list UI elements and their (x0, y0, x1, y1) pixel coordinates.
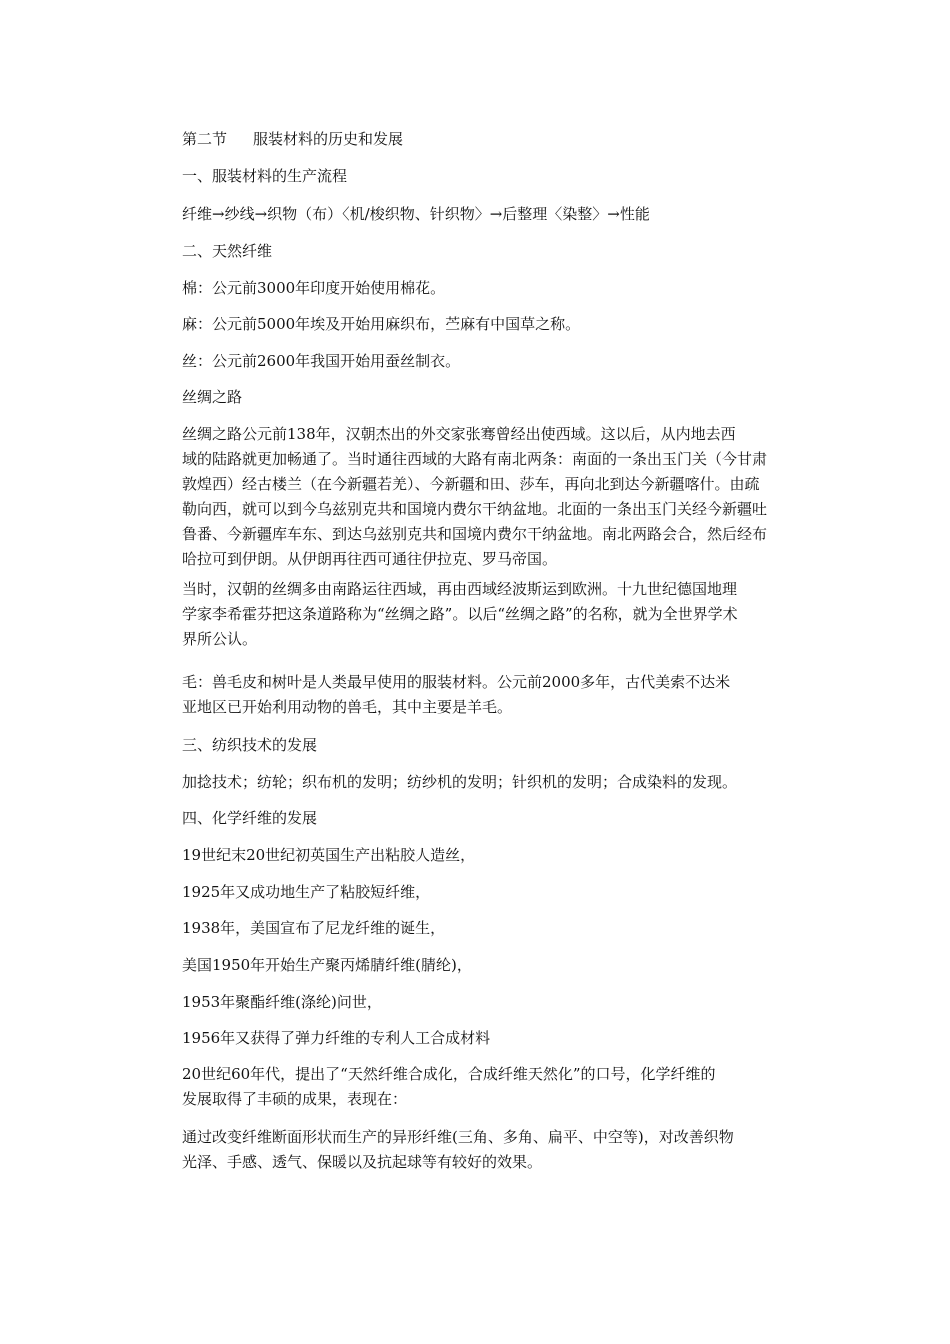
paragraph-profiled-fiber (182, 1125, 802, 1175)
paragraph-1960s (182, 1062, 802, 1112)
paragraph-line: 敦煌西）经古楼兰（在今新疆若羌）、今新疆和田、莎车，再向北到达今新疆喀什。由疏 (182, 475, 760, 493)
paragraph-line: 哈拉可到伊朗。从伊朗再往西可通往伊拉克、罗马帝国。 (182, 550, 558, 568)
silk-text: 丝：公元前2600年我国开始用蚕丝制衣。 (182, 352, 461, 370)
paragraph-line: 鲁番、今新疆库车东、到达乌兹别克共和国境内费尔干纳盆地。南北两路会合，然后经布 (182, 525, 768, 543)
cotton-text: 棉：公元前3000年印度开始使用棉花。 (182, 279, 446, 297)
section-number: 第二节 (182, 130, 228, 148)
paragraph-line: 当时，汉朝的丝绸多由南路运往西域，再由西域经波斯运到欧洲。十九世纪德国地理 (182, 580, 738, 598)
timeline-item: 1956年又获得了弹力纤维的专利人工合成材料 (182, 1029, 491, 1047)
silk-road-title: 丝绸之路 (182, 388, 243, 406)
textile-tech-text: 加捻技术；纺轮；织布机的发明；纺纱机的发明；针织机的发明；合成染料的发现。 (182, 773, 738, 791)
section-title (182, 130, 403, 148)
paragraph-line: 丝绸之路公元前138年，汉朝杰出的外交家张骞曾经出使西域。这以后，从内地去西 (182, 425, 736, 443)
silk-road-paragraph-1 (182, 422, 802, 572)
timeline-item: 美国1950年开始生产聚丙烯腈纤维(腈纶)， (182, 956, 472, 974)
paragraph-line: 毛：兽毛皮和树叶是人类最早使用的服装材料。公元前2000多年，古代美索不达米 (182, 673, 731, 691)
paragraph-line: 通过改变纤维断面形状而生产的异形纤维(三角、多角、扁平、中空等)，对改善织物 (182, 1128, 734, 1146)
silk-road-paragraph-2 (182, 577, 802, 652)
timeline-item: 19世纪末20世纪初英国生产出粘胶人造丝， (182, 846, 476, 864)
paragraph-line: 20世纪60年代，提出了“天然纤维合成化，合成纤维天然化”的口号，化学纤维的 (182, 1065, 716, 1083)
heading-textile-tech: 三、纺织技术的发展 (182, 736, 318, 754)
paragraph-line: 亚地区已开始利用动物的兽毛，其中主要是羊毛。 (182, 698, 513, 716)
heading-production-flow: 一、服装材料的生产流程 (182, 167, 348, 185)
paragraph-line: 勒向西，就可以到今乌兹别克共和国境内费尔干纳盆地。北面的一条出玉门关经今新疆吐 (182, 500, 768, 518)
heading-chemical-fibers: 四、化学纤维的发展 (182, 809, 318, 827)
paragraph-line: 界所公认。 (182, 630, 258, 648)
paragraph-line: 域的陆路就更加畅通了。当时通往西域的大路有南北两条：南面的一条出玉门关（今甘肃 (182, 450, 768, 468)
production-flow-text: 纤维→纱线→织物（布）〈机/梭织物、针织物〉→后整理〈染整〉→性能 (182, 205, 650, 223)
wool-paragraph (182, 670, 802, 720)
timeline-item: 1925年又成功地生产了粘胶短纤维， (182, 883, 431, 901)
timeline-item: 1938年，美国宣布了尼龙纤维的诞生， (182, 919, 446, 937)
paragraph-line: 学家李希霍芬把这条道路称为“丝绸之路”。以后“丝绸之路”的名称，就为全世界学术 (182, 605, 738, 623)
timeline-item: 1953年聚酯纤维(涤纶)问世， (182, 993, 382, 1011)
hemp-text: 麻：公元前5000年埃及开始用麻织布，苎麻有中国草之称。 (182, 315, 581, 333)
paragraph-line: 发展取得了丰硕的成果，表现在： (182, 1090, 408, 1108)
section-name: 服装材料的历史和发展 (253, 130, 404, 148)
heading-natural-fibers: 二、天然纤维 (182, 242, 273, 260)
paragraph-line: 光泽、手感、透气、保暖以及抗起球等有较好的效果。 (182, 1153, 543, 1171)
